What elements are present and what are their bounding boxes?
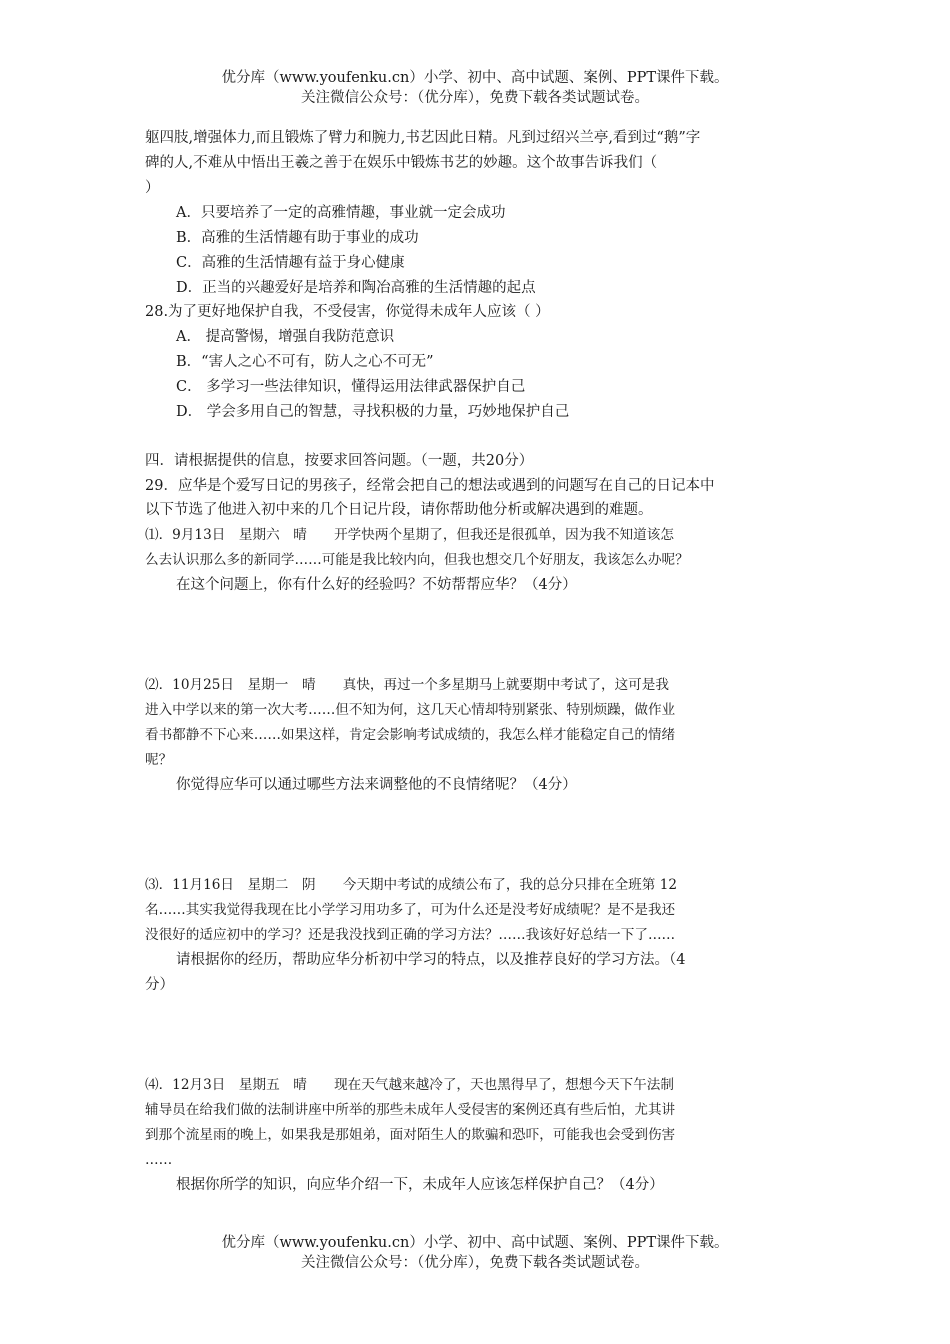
diary1-line-1: ⑴．9月13日 星期六 晴 开学快两个星期了，但我还是很孤单，因为我不知道该怎 <box>145 527 674 543</box>
diary4-line-3: 到那个流星雨的晚上，如果我是那姐弟，面对陌生人的欺骗和恐吓，可能我也会受到伤害 <box>145 1127 676 1143</box>
q27-stem-line-1: 躯四肢,增强体力,而且锻炼了臂力和腕力,书艺因此日精。凡到过绍兴兰亭,看到过“鹅”字 <box>145 130 701 146</box>
diary2-line-1: ⑵．10月25日 星期一 晴 真快，再过一个多星期马上就要期中考试了，这可是我 <box>145 677 669 693</box>
q27-stem-line-3: ） <box>145 180 160 196</box>
page-header <box>0 68 950 108</box>
diary4-question: 根据你所学的知识，向应华介绍一下，未成年人应该怎样保护自己？（4分） <box>176 1177 664 1193</box>
q27-stem-line-2: 碑的人,不难从中悟出王羲之善于在娱乐中锻炼书艺的妙趣。这个故事告诉我们（ <box>145 155 658 171</box>
diary3-line-1: ⑶．11月16日 星期二 阴 今天期中考试的成绩公布了，我的总分只排在全班第 12 <box>145 877 677 893</box>
diary4-line-4: …… <box>145 1152 173 1168</box>
q28-option-b: B．“害人之心不可有，防人之心不可无” <box>176 354 434 370</box>
q27-option-a: A．只要培养了一定的高雅情趣，事业就一定会成功 <box>176 205 506 221</box>
q29-intro-line-2: 以下节选了他进入初中来的几个日记片段，请你帮助他分析或解决遇到的难题。 <box>145 502 653 518</box>
section4-heading: 四．请根据提供的信息，按要求回答问题。（一题，共20分） <box>145 453 534 469</box>
footer-line-2: 关注微信公众号：（优分库），免费下载各类试题试卷。 <box>301 1255 649 1271</box>
q29-intro-line-1: 29．应华是个爱写日记的男孩子，经常会把自己的想法或遇到的问题写在自己的日记本中 <box>145 478 715 494</box>
footer-line-1: 优分库（www.youfenku.cn）小学、初中、高中试题、案例、PPT课件下载。 <box>221 1235 729 1251</box>
diary3-question-cont: 分） <box>145 977 174 993</box>
diary1-line-2: 么去认识那么多的新同学……可能是我比较内向，但我也想交几个好朋友，我该怎么办呢？ <box>145 552 689 568</box>
diary2-question: 你觉得应华可以通过哪些方法来调整他的不良情绪呢？（4分） <box>176 777 577 793</box>
header-line-1: 优分库（www.youfenku.cn）小学、初中、高中试题、案例、PPT课件下载。 <box>221 70 729 86</box>
diary3-line-3: 没很好的适应初中的学习？还是我没找到正确的学习方法？……我该好好总结一下了…… <box>145 927 676 943</box>
header-line-2: 关注微信公众号：（优分库），免费下载各类试题试卷。 <box>301 90 649 106</box>
q28-option-c: C． 多学习一些法律知识，懂得运用法律武器保护自己 <box>176 379 526 395</box>
diary3-line-2: 名……其实我觉得我现在比小学学习用功多了，可为什么还是没考好成绩呢？是不是我还 <box>145 902 676 918</box>
q28-option-a: A． 提高警惕，增强自我防范意识 <box>176 329 395 345</box>
q28-stem: 28.为了更好地保护自我，不受侵害，你觉得未成年人应该（ ） <box>145 304 550 320</box>
diary2-line-2: 进入中学以来的第一次大考……但不知为何，这几天心情却特别紧张、特别烦躁，做作业 <box>145 702 676 718</box>
q27-option-c: C．高雅的生活情趣有益于身心健康 <box>176 255 405 271</box>
diary4-line-1: ⑷．12月3日 星期五 晴 现在天气越来越冷了，天也黑得早了，想想今天下午法制 <box>145 1077 674 1093</box>
q27-option-d: D．正当的兴趣爱好是培养和陶冶高雅的生活情趣的起点 <box>176 280 536 296</box>
diary3-question: 请根据你的经历，帮助应华分析初中学习的特点，以及推荐良好的学习方法。（4 <box>176 952 686 968</box>
q28-option-d: D． 学会多用自己的智慧，寻找积极的力量，巧妙地保护自己 <box>176 404 570 420</box>
q27-option-b: B．高雅的生活情趣有助于事业的成功 <box>176 230 419 246</box>
diary1-question: 在这个问题上，你有什么好的经验吗？不妨帮帮应华？（4分） <box>176 577 577 593</box>
diary2-line-4: 呢？ <box>145 752 173 768</box>
page-footer <box>0 1233 950 1273</box>
diary4-line-2: 辅导员在给我们做的法制讲座中所举的那些未成年人受侵害的案例还真有些后怕，尤其讲 <box>145 1102 676 1118</box>
diary2-line-3: 看书都静不下心来……如果这样，肯定会影响考试成绩的，我怎么样才能稳定自己的情绪 <box>145 727 676 743</box>
